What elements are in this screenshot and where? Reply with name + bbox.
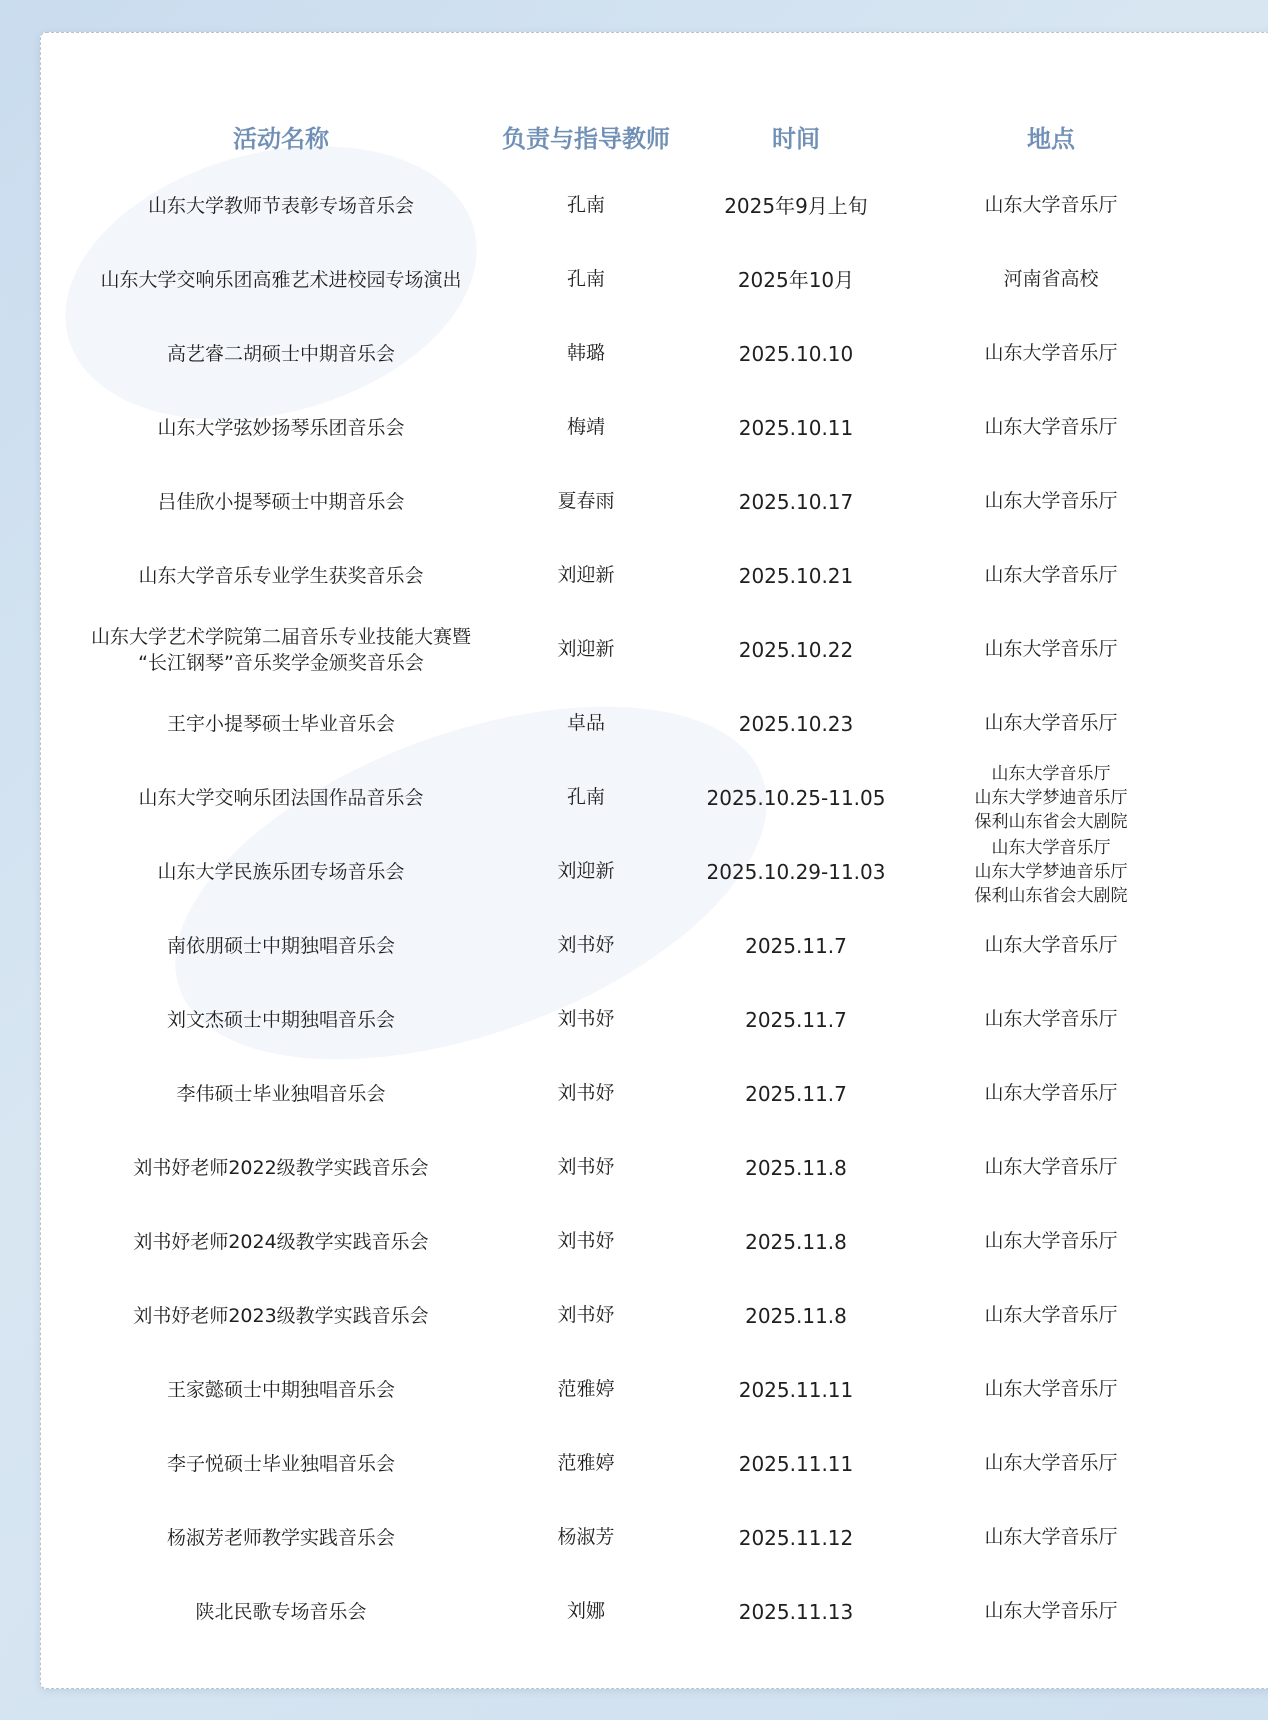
teacher-cell: 孔南 (566, 194, 605, 217)
location-cell: 山东大学音乐厅 山东大学梦迪音乐厅 保利山东省会大剧院 (974, 838, 1128, 906)
location-cell: 山东大学音乐厅 (984, 1526, 1118, 1549)
date-cell: 2025.11.7 (745, 1081, 847, 1106)
date-cell: 2025.10.29-11.03 (706, 859, 886, 884)
location-cell: 山东大学音乐厅 (984, 564, 1118, 587)
location-cell: 山东大学音乐厅 山东大学梦迪音乐厅 保利山东省会大剧院 (974, 764, 1128, 832)
date-cell: 2025.11.11 (738, 1377, 854, 1402)
event-name-cell: 刘文杰硕士中期独唱音乐会 (166, 1009, 395, 1031)
header-date: 时间 (772, 123, 820, 153)
teacher-cell: 刘迎新 (557, 638, 615, 661)
teacher-cell: 刘书妤 (557, 1008, 615, 1031)
location-cell: 山东大学音乐厅 (984, 1008, 1118, 1031)
event-name-cell: 刘书妤老师2022级教学实践音乐会 (133, 1157, 429, 1179)
event-name-cell: 南依朋硕士中期独唱音乐会 (166, 935, 395, 957)
location-cell: 山东大学音乐厅 (984, 194, 1118, 217)
teacher-cell: 卓品 (566, 712, 605, 735)
event-schedule-table (61, 103, 1181, 1649)
event-name-cell: 王家懿硕士中期独唱音乐会 (166, 1379, 395, 1401)
table-row (61, 1057, 1181, 1131)
header-event-name: 活动名称 (233, 123, 329, 153)
date-cell: 2025.11.7 (745, 1007, 847, 1032)
location-cell: 山东大学音乐厅 (984, 1600, 1118, 1623)
teacher-cell: 刘书妤 (557, 934, 615, 957)
event-name-cell: 王宇小提琴硕士毕业音乐会 (166, 713, 395, 735)
date-cell: 2025.11.13 (738, 1599, 854, 1624)
event-name-cell: 山东大学教师节表彰专场音乐会 (147, 195, 414, 217)
location-cell: 山东大学音乐厅 (984, 1304, 1118, 1327)
date-cell: 2025.10.10 (738, 341, 854, 366)
event-name-cell: 高艺睿二胡硕士中期音乐会 (166, 343, 395, 365)
table-row (61, 1205, 1181, 1279)
event-name-cell: 刘书妤老师2024级教学实践音乐会 (133, 1231, 429, 1253)
location-cell: 山东大学音乐厅 (984, 1452, 1118, 1475)
location-cell: 山东大学音乐厅 (984, 638, 1118, 661)
event-name-cell: 杨淑芳老师教学实践音乐会 (166, 1527, 395, 1549)
location-cell: 山东大学音乐厅 (984, 934, 1118, 957)
table-body (61, 169, 1181, 1649)
teacher-cell: 梅靖 (566, 416, 605, 439)
teacher-cell: 范雅婷 (557, 1452, 615, 1475)
table-row (61, 1501, 1181, 1575)
teacher-cell: 范雅婷 (557, 1378, 615, 1401)
table-row (61, 243, 1181, 317)
table-row (61, 983, 1181, 1057)
teacher-cell: 刘书妤 (557, 1230, 615, 1253)
teacher-cell: 刘书妤 (557, 1304, 615, 1327)
table-row (61, 1353, 1181, 1427)
location-cell: 山东大学音乐厅 (984, 416, 1118, 439)
date-cell: 2025.11.12 (738, 1525, 854, 1550)
location-cell: 山东大学音乐厅 (984, 1230, 1118, 1253)
location-cell: 山东大学音乐厅 (984, 712, 1118, 735)
date-cell: 2025.11.11 (738, 1451, 854, 1476)
event-name-cell: 吕佳欣小提琴硕士中期音乐会 (157, 491, 405, 513)
table-row (61, 1575, 1181, 1649)
table-row (61, 539, 1181, 613)
header-location: 地点 (1027, 123, 1075, 153)
location-cell: 山东大学音乐厅 (984, 1378, 1118, 1401)
date-cell: 2025.11.7 (745, 933, 847, 958)
location-cell: 山东大学音乐厅 (984, 1082, 1118, 1105)
table-row (61, 465, 1181, 539)
teacher-cell: 刘迎新 (557, 564, 615, 587)
table-row (61, 761, 1181, 835)
date-cell: 2025.10.23 (738, 711, 854, 736)
teacher-cell: 刘迎新 (557, 860, 615, 883)
event-name-cell: 山东大学音乐专业学生获奖音乐会 (138, 565, 424, 587)
date-cell: 2025.10.21 (738, 563, 854, 588)
event-name-cell: 陕北民歌专场音乐会 (195, 1601, 367, 1623)
table-row (61, 613, 1181, 687)
event-name-cell: 山东大学交响乐团法国作品音乐会 (138, 787, 424, 809)
date-cell: 2025年10月 (737, 267, 855, 292)
table-row (61, 169, 1181, 243)
teacher-cell: 韩璐 (566, 342, 605, 365)
date-cell: 2025年9月上旬 (724, 193, 868, 218)
event-name-cell: 山东大学交响乐团高雅艺术进校园专场演出 (100, 269, 462, 291)
table-row (61, 1131, 1181, 1205)
date-cell: 2025.10.11 (738, 415, 854, 440)
date-cell: 2025.11.8 (745, 1229, 847, 1254)
teacher-cell: 杨淑芳 (557, 1526, 615, 1549)
location-cell: 山东大学音乐厅 (984, 490, 1118, 513)
date-cell: 2025.10.17 (738, 489, 854, 514)
schedule-card (40, 32, 1268, 1689)
date-cell: 2025.11.8 (745, 1303, 847, 1328)
table-row (61, 391, 1181, 465)
header-teacher: 负责与指导教师 (502, 123, 670, 153)
event-name-cell: 李子悦硕士毕业独唱音乐会 (166, 1453, 395, 1475)
teacher-cell: 孔南 (566, 268, 605, 291)
location-cell: 山东大学音乐厅 (984, 1156, 1118, 1179)
location-cell: 河南省高校 (1003, 268, 1099, 291)
teacher-cell: 刘书妤 (557, 1156, 615, 1179)
table-row (61, 835, 1181, 909)
teacher-cell: 刘书妤 (557, 1082, 615, 1105)
table-row (61, 317, 1181, 391)
table-header-row (61, 103, 1181, 169)
date-cell: 2025.10.22 (738, 637, 854, 662)
date-cell: 2025.11.8 (745, 1155, 847, 1180)
event-name-cell: 山东大学艺术学院第二届音乐专业技能大赛暨 “长江钢琴”音乐奖学金颁奖音乐会 (90, 626, 471, 674)
location-cell: 山东大学音乐厅 (984, 342, 1118, 365)
teacher-cell: 刘娜 (566, 1600, 605, 1623)
date-cell: 2025.10.25-11.05 (706, 785, 886, 810)
table-row (61, 909, 1181, 983)
table-row (61, 687, 1181, 761)
event-name-cell: 山东大学弦妙扬琴乐团音乐会 (157, 417, 405, 439)
table-row (61, 1279, 1181, 1353)
event-name-cell: 山东大学民族乐团专场音乐会 (157, 861, 405, 883)
event-name-cell: 刘书妤老师2023级教学实践音乐会 (133, 1305, 429, 1327)
teacher-cell: 孔南 (566, 786, 605, 809)
teacher-cell: 夏春雨 (557, 490, 615, 513)
table-row (61, 1427, 1181, 1501)
event-name-cell: 李伟硕士毕业独唱音乐会 (176, 1083, 386, 1105)
